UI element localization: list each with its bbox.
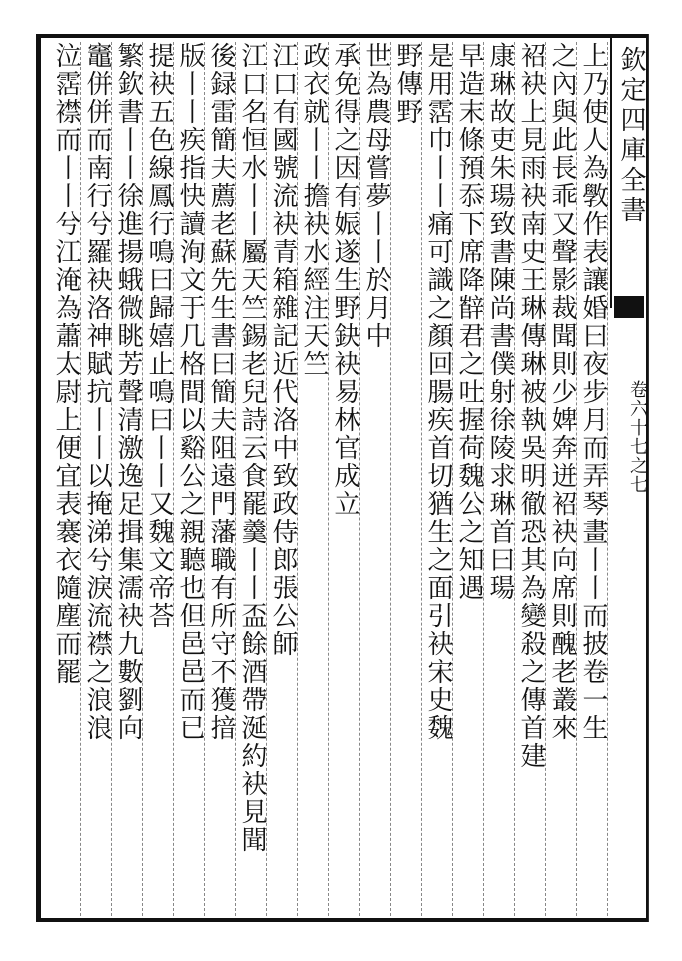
text-column bbox=[546, 42, 577, 916]
text-column bbox=[329, 42, 360, 916]
text-column bbox=[112, 42, 143, 916]
column-text: 康琳故吏朱瑒致書陳尚書僕射徐陵求琳首曰瑒 bbox=[485, 42, 515, 602]
column-text: 政衣就丨丨擔袂水經注天竺 bbox=[299, 42, 329, 378]
text-column bbox=[577, 42, 608, 916]
column-text: 竈併併而南行兮羅袂洛神賦抗丨丨以掩涕兮淚流襟之浪浪 bbox=[82, 42, 112, 742]
text-column bbox=[267, 42, 298, 916]
fish-tail-mark bbox=[614, 296, 644, 318]
column-text: 江口有國號流袂青箱雜記近代洛中致政侍郎張公師 bbox=[268, 42, 298, 658]
column-text: 野傳野 bbox=[392, 42, 422, 126]
column-text: 袑袂上見雨袂南史王琳傳琳被執吳明徹恐其為變殺之傳首建 bbox=[516, 42, 546, 770]
header-column bbox=[610, 38, 652, 308]
text-column bbox=[298, 42, 329, 916]
column-text: 後録雷簡夫薦老蘇先生書曰簡夫阻遠門藩職有所守不獲揞 bbox=[206, 42, 236, 742]
text-column bbox=[50, 42, 81, 916]
column-text: 承免得之因有娠遂生野鈌袂易林官成立 bbox=[330, 42, 360, 518]
column-text: 繁欽書丨丨徐進揚蛾微眺芳聲清激逸足揖集濡袂九數劉向 bbox=[113, 42, 143, 742]
text-column bbox=[391, 42, 422, 916]
text-column bbox=[81, 42, 112, 916]
book-title: 欽定四庫全書 bbox=[616, 46, 646, 226]
text-column bbox=[236, 42, 267, 916]
column-text: 是用霑巾丨丨痛可識之顏回腸疾首切猶生之面引袂宋史魏 bbox=[423, 42, 453, 742]
text-column bbox=[422, 42, 453, 916]
text-column bbox=[143, 42, 174, 916]
column-text: 江口名恒水丨丨屬天竺錫老兒詩云食罷羹丨丨盃餘酒帶涎約袂見聞 bbox=[237, 42, 267, 854]
text-column bbox=[453, 42, 484, 916]
column-text: 提袂五色線鳳行鳴曰歸嬉止鳴曰丨丨又魏文帝荅 bbox=[144, 42, 174, 630]
text-column bbox=[360, 42, 391, 916]
column-text: 上乃使人為斆作表讓婚曰夜步月而弄琴畫丨丨而披卷一生 bbox=[578, 42, 608, 742]
volume-label: 卷六十七之七 bbox=[627, 380, 648, 494]
column-text: 泣霑襟而丨丨兮江淹為蕭太尉上便宜表褰衣隨塵而罷 bbox=[51, 42, 81, 686]
text-column bbox=[174, 42, 205, 916]
text-column bbox=[484, 42, 515, 916]
text-column bbox=[205, 42, 236, 916]
column-text: 版丨丨疾指快讀洵文于几格間以谿公之親聽也但邑邑而已 bbox=[175, 42, 205, 742]
text-column bbox=[515, 42, 546, 916]
column-text: 世為農母嘗夢丨丨於月中 bbox=[361, 42, 391, 350]
column-text: 早造末條預忝下席降辥君之吐握荷魏公之知遇 bbox=[454, 42, 484, 602]
column-text: 之內與此長乖又聲影裁聞則少婢奔迸袑袂向席則醜老叢來 bbox=[547, 42, 577, 742]
